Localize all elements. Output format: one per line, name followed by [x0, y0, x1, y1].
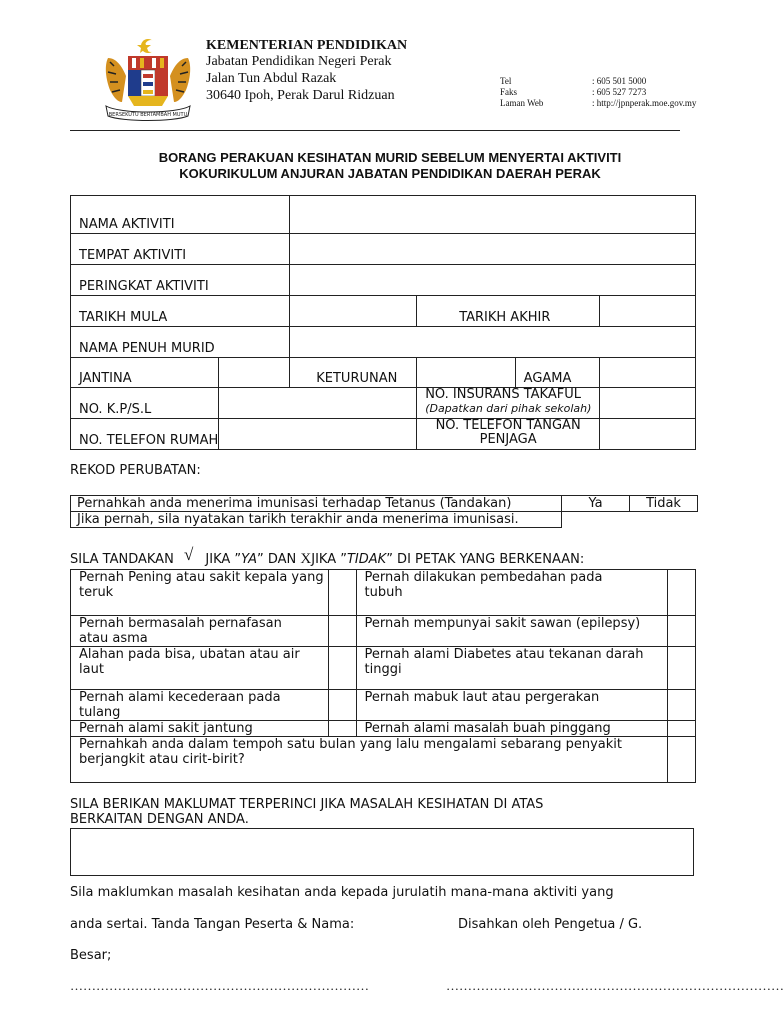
web-label: Laman Web [500, 98, 544, 108]
health-item-buah-pinggang [356, 721, 667, 737]
health-checkbox-berjangkit[interactable] [668, 737, 696, 783]
activity-info-table [70, 195, 696, 450]
health-checkbox-pernafasan[interactable] [328, 616, 356, 647]
input-tarikh-mula[interactable] [290, 296, 417, 327]
fax-label: Faks [500, 87, 518, 97]
address-line-1: Jabatan Pendidikan Negeri Perak [206, 54, 392, 69]
health-checkbox-mabuk[interactable] [668, 690, 696, 721]
input-peringkat-aktiviti[interactable] [290, 265, 696, 296]
detail-prompt-line-1: SILA BERIKAN MAKLUMAT TERPERINCI JIKA MASALAH KESIHATAN DI ATAS [70, 797, 544, 812]
health-item-text: Pernah alami kecederaan pada [79, 690, 281, 705]
immunisation-table [70, 495, 698, 528]
web-value: : http://jpnperak.moe.gov.my [592, 98, 697, 108]
health-detail-textbox[interactable] [70, 828, 694, 876]
instruction-part-2: JIKA ” [205, 552, 242, 567]
note-line-2-right: Disahkan oleh Pengetua / G. [458, 917, 643, 932]
rekod-perubatan-label: REKOD PERUBATAN: [70, 463, 201, 478]
label-nama-penuh: NAMA PENUH MURID [71, 327, 290, 358]
telefon-penjaga-line-1: NO. TELEFON TANGAN [435, 418, 581, 433]
health-item-sawan [356, 616, 667, 647]
cross-icon: X [300, 551, 312, 567]
label-tarikh-mula: TARIKH MULA [71, 296, 290, 327]
address-line-3: 30640 Ipoh, Perak Darul Ridzuan [206, 88, 395, 103]
immunisation-date-question: Jika pernah, sila nyatakan tarikh terakhir anda menerima imunisasi. [71, 512, 562, 528]
tetanus-question: Pernahkah anda menerima imunisasi terhadap Tetanus (Tandakan) [71, 496, 562, 512]
health-item-pening [71, 570, 329, 616]
health-item-text: Pernah Pening atau sakit kepala yang [79, 570, 324, 585]
input-no-kp[interactable] [219, 388, 417, 419]
instruction-prefix: SILA TANDAKAN [70, 552, 174, 567]
health-item-text: teruk [79, 585, 114, 600]
health-item-text: tulang [79, 705, 121, 720]
header-divider [70, 130, 680, 131]
instruction-part-5: ” DI PETAK YANG BERKENAAN: [386, 552, 585, 567]
health-checkbox-kecederaan[interactable] [328, 690, 356, 721]
health-item-text: Pernah alami Diabetes atau tekanan darah [364, 647, 644, 662]
input-jantina[interactable] [219, 358, 290, 388]
health-item-text: Pernahkah anda dalam tempoh satu bulan yang lalu mengalami sebarang penyakit [79, 737, 622, 752]
form-title-line-2: KOKURIKULUM ANJURAN JABATAN PENDIDIKAN DAERAH PERAK [179, 166, 601, 181]
label-tempat-aktiviti: TEMPAT AKTIVITI [71, 234, 290, 265]
health-checkbox-jantung[interactable] [328, 721, 356, 737]
health-item-text: laut [79, 662, 104, 677]
health-item-pernafasan [71, 616, 329, 647]
instruction-tidak: TIDAK [346, 552, 387, 567]
principal-signature-line[interactable]: …………………………………………………………………… [446, 978, 784, 993]
health-item-text: Pernah mempunyai sakit sawan (epilepsy) [364, 616, 641, 631]
health-item-text: atau asma [79, 631, 148, 646]
health-item-pembedahan [356, 570, 667, 616]
health-checkbox-buah-pinggang[interactable] [668, 721, 696, 737]
input-nama-aktiviti[interactable] [290, 196, 696, 234]
tick-icon: √ [183, 545, 194, 564]
insurans-label-text: NO. INSURANS TAKAFUL [425, 387, 581, 402]
health-item-mabuk [356, 690, 667, 721]
input-telefon-penjaga[interactable] [600, 419, 696, 450]
health-item-text: Pernah alami sakit jantung [79, 721, 253, 736]
immunisation-date-input[interactable] [562, 512, 698, 528]
participant-signature-line[interactable]: …………………………………………………………… [70, 978, 369, 993]
health-item-text: Pernah mabuk laut atau pergerakan [364, 690, 600, 705]
health-checkbox-alahan[interactable] [328, 647, 356, 690]
health-item-diabetes [356, 647, 667, 690]
label-nama-aktiviti: NAMA AKTIVITI [71, 196, 290, 234]
label-keturunan: KETURUNAN [290, 358, 417, 388]
label-telefon-rumah: NO. TELEFON RUMAH [71, 419, 219, 450]
label-agama: AGAMA [515, 358, 599, 388]
health-item-text: Pernah bermasalah pernafasan [79, 616, 282, 631]
address-line-2: Jalan Tun Abdul Razak [206, 71, 337, 86]
label-tarikh-akhir: TARIKH AKHIR [417, 296, 600, 327]
ministry-name: KEMENTERIAN PENDIDIKAN [206, 38, 408, 53]
detail-prompt [70, 797, 670, 827]
input-agama[interactable] [600, 358, 696, 388]
tetanus-ya-option[interactable]: Ya [562, 496, 630, 512]
input-keturunan[interactable] [417, 358, 515, 388]
note-line-2-left: anda sertai. Tanda Tangan Peserta & Nama: [70, 917, 355, 932]
crest-motto: BERSEKUTU BERTAMBAH MUTU [108, 112, 188, 118]
input-tempat-aktiviti[interactable] [290, 234, 696, 265]
instruction-ya: YA [241, 552, 257, 567]
input-insurans[interactable] [600, 388, 696, 419]
instruction-part-4: JIKA ” [311, 552, 347, 567]
telefon-penjaga-line-2: PENJAGA [479, 432, 537, 447]
detail-prompt-line-2: BERKAITAN DENGAN ANDA. [70, 812, 249, 827]
note-line-1: Sila maklumkan masalah kesihatan anda kepada jurulatih mana-mana aktiviti yang [70, 885, 614, 900]
label-jantina: JANTINA [71, 358, 219, 388]
tel-label: Tel [500, 76, 512, 86]
fax-value: : 605 527 7273 [592, 87, 647, 97]
health-checkbox-sawan[interactable] [668, 616, 696, 647]
form-title [70, 150, 710, 182]
health-item-text: tubuh [364, 585, 403, 600]
label-insurans [417, 388, 600, 419]
health-item-alahan [71, 647, 329, 690]
health-checkbox-diabetes[interactable] [668, 647, 696, 690]
health-item-text: berjangkit atau cirit-birit? [79, 752, 245, 767]
insurans-note: (Dapatkan dari pihak sekolah) [425, 402, 592, 415]
health-item-text: Alahan pada bisa, ubatan atau air [79, 647, 300, 662]
tetanus-tidak-option[interactable]: Tidak [630, 496, 698, 512]
coat-of-arms-logo [100, 36, 196, 122]
label-telefon-penjaga [417, 419, 600, 450]
health-item-jantung [71, 721, 329, 737]
input-nama-penuh[interactable] [290, 327, 696, 358]
health-checkbox-pening[interactable] [328, 570, 356, 616]
health-item-text: Pernah alami masalah buah pinggang [364, 721, 611, 736]
form-title-line-1: BORANG PERAKUAN KESIHATAN MURID SEBELUM MENYERTAI AKTIVITI [158, 150, 622, 165]
tel-value: : 605 501 5000 [592, 76, 647, 86]
health-checkbox-pembedahan[interactable] [668, 570, 696, 616]
health-item-text: Pernah dilakukan pembedahan pada [364, 570, 603, 585]
instruction-part-3: ” DAN [256, 552, 297, 567]
health-checklist-table [70, 569, 696, 783]
health-item-text: tinggi [364, 662, 402, 677]
health-item-kecederaan [71, 690, 329, 721]
instruction-line [70, 545, 585, 568]
note-line-3: Besar; [70, 948, 112, 963]
input-tarikh-akhir[interactable] [600, 296, 696, 327]
health-item-berjangkit [71, 737, 668, 783]
input-telefon-rumah[interactable] [219, 419, 417, 450]
label-peringkat-aktiviti: PERINGKAT AKTIVITI [71, 265, 290, 296]
label-no-kp: NO. K.P/S.L [71, 388, 219, 419]
